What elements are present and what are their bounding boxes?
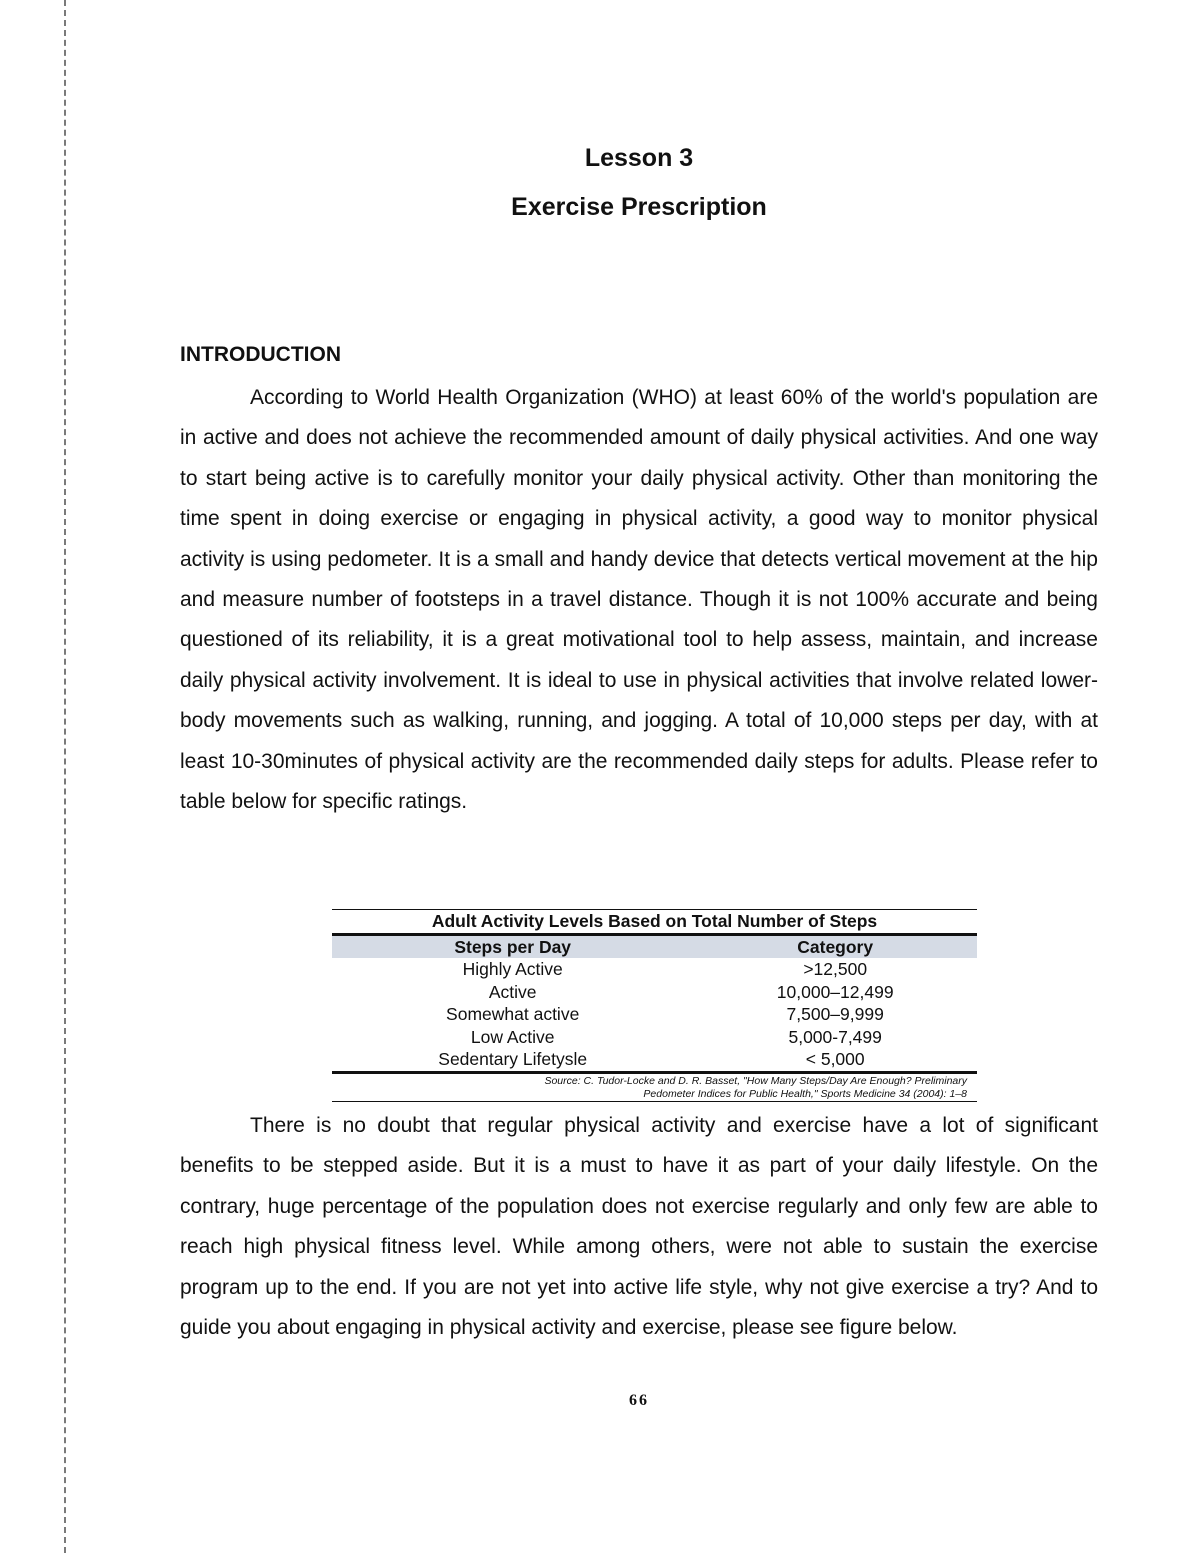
table-cell-category: 10,000–12,499 xyxy=(776,981,894,1002)
source-line-1: Source: C. Tudor-Locke and D. R. Basset, "How Many Steps/Day Are Enough? Preliminary xyxy=(544,1074,967,1087)
table-header-row xyxy=(332,934,977,958)
document-page xyxy=(180,0,1098,1553)
table-cell-steps: Active xyxy=(488,981,537,1002)
activity-levels-table xyxy=(332,909,977,1074)
table-cell-category: < 5,000 xyxy=(693,1048,977,1072)
table-cell-steps: Somewhat active xyxy=(446,1004,580,1024)
table-source-note xyxy=(332,1074,977,1102)
table-row xyxy=(332,1048,977,1072)
table-row xyxy=(332,981,977,1004)
section-heading-introduction: INTRODUCTION xyxy=(180,343,341,366)
lesson-number: Lesson 3 xyxy=(584,144,694,172)
column-header-category: Category xyxy=(693,934,977,958)
lesson-title: Exercise Prescription xyxy=(511,193,767,221)
page-number: 66 xyxy=(629,1392,649,1409)
table-row xyxy=(332,1026,977,1049)
table-caption-row xyxy=(332,910,977,935)
table-cell-category: >12,500 xyxy=(803,959,868,979)
table-cell-steps: Low Active xyxy=(470,1026,555,1047)
table-cell-category: 7,500–9,999 xyxy=(786,1004,884,1024)
source-line-2: Pedometer Indices for Public Health," Sports Medicine 34 (2004): 1–8 xyxy=(643,1087,967,1100)
body-paragraph: There is no doubt that regular physical activity and exercise have a lot of significant benefits to be stepped aside. But it is a must to have it as part of your daily lifestyle. On the contrary, huge percentage of the population does not exercise regularly and only few are able to reach high physical fitness level. While among others, were not able to sustain the exercise program up to the end. If you are not yet into active life style, why not give exercise a try? And to guide you about engaging in physical activity and exercise, please see figure below. xyxy=(180,1114,1098,1340)
column-header-steps: Steps per Day xyxy=(332,934,693,958)
table-cell-category: 5,000-7,499 xyxy=(788,1026,882,1047)
intro-paragraph: According to World Health Organization (WHO) at least 60% of the world's population are in active and does not achieve the recommended amount of daily physical activities. And one way to start being active is to carefully monitor your daily physical activity. Other than monitoring the time spent in doing exercise or engaging in physical activity, a good way to monitor physical activity is using pedometer. It is a small and handy device that detects vertical movement at the hip and measure number of footsteps in a travel distance. Though it is not 100% accurate and being questioned of its reliability, it is a great motivational tool to help assess, maintain, and increase daily physical activity involvement. It is ideal to use in physical activities that involve related lower-body movements such as walking, running, and jogging. A total of 10,000 steps per day, with at least 10-30minutes of physical activity are the recommended daily steps for adults. Please refer to table below for specific ratings. xyxy=(180,386,1098,814)
binding-margin-line xyxy=(64,0,66,1553)
table-caption: Adult Activity Levels Based on Total Number of Steps xyxy=(332,910,977,935)
table-cell-steps: Highly Active xyxy=(462,959,563,979)
table-cell-steps: Sedentary Lifetysle xyxy=(332,1048,693,1072)
table-row xyxy=(332,1003,977,1026)
activity-levels-table-container xyxy=(332,909,977,1102)
table-row xyxy=(332,958,977,981)
